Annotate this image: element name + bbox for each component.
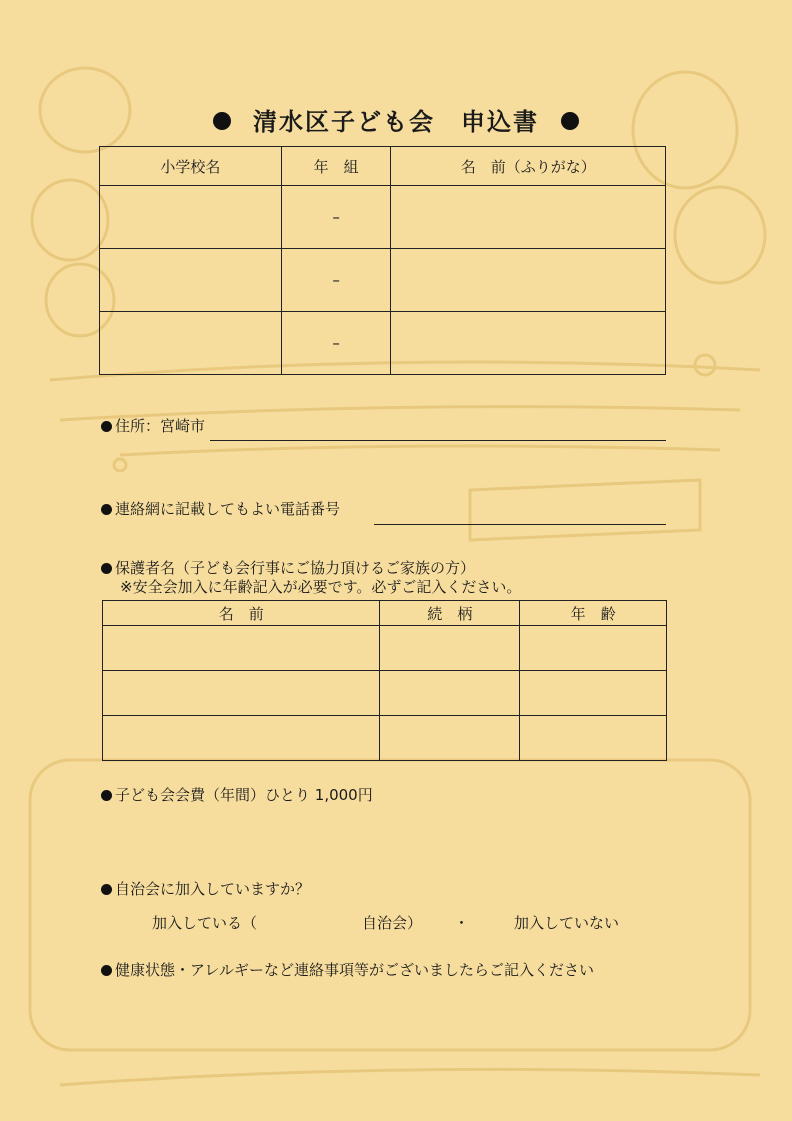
class-field[interactable]: – [281, 312, 391, 375]
association-question-text: 自治会に加入していますか？ [115, 880, 311, 898]
phone-field[interactable] [374, 524, 666, 525]
header-relationship: 続 柄 [380, 601, 520, 626]
age-field[interactable] [520, 626, 667, 671]
header-name: 名 前（ふりがな） [391, 147, 666, 186]
relationship-field[interactable] [380, 626, 520, 671]
association-question [101, 878, 310, 899]
page-title [0, 102, 792, 137]
fee-text-value: 子ども会会費（年間）ひとり 1,000円 [115, 786, 373, 804]
health-note-text: 健康状態・アレルギーなど連絡事項等がございましたらご記入ください [115, 961, 595, 979]
table-row [100, 186, 666, 249]
header-age: 年 齢 [520, 601, 667, 626]
guardian-label-text: 保護者名（子ども会行事にご協力頂けるご家族の方） [115, 559, 476, 577]
bullet-icon [101, 563, 112, 574]
name-field[interactable] [391, 312, 666, 375]
header-class: 年 組 [281, 147, 391, 186]
guardian-name-field[interactable] [103, 671, 380, 716]
association-yes-option[interactable]: 加入している（ [152, 914, 258, 932]
header-school: 小学校名 [100, 147, 282, 186]
table-row [100, 312, 666, 375]
phone-label-text: 連絡網に記載してもよい電話番号 [115, 500, 341, 518]
bullet-icon [101, 504, 112, 515]
address-label [101, 415, 205, 436]
guardian-name-field[interactable] [103, 716, 380, 761]
school-field[interactable] [100, 186, 282, 249]
decor-banner [470, 480, 700, 540]
title-text: 清水区子ども会 申込書 [253, 108, 539, 136]
relationship-field[interactable] [380, 716, 520, 761]
age-field[interactable] [520, 716, 667, 761]
school-field[interactable] [100, 249, 282, 312]
guardian-name-field[interactable] [103, 626, 380, 671]
decor-line-3 [120, 446, 720, 455]
bullet-icon [101, 884, 112, 895]
title-bullet-right [561, 112, 579, 130]
school-field[interactable] [100, 312, 282, 375]
table-row [103, 716, 667, 761]
table-row [100, 249, 666, 312]
class-field[interactable]: – [281, 249, 391, 312]
association-yes-suffix: 自治会） [362, 914, 423, 932]
class-field[interactable]: – [281, 186, 391, 249]
name-field[interactable] [391, 249, 666, 312]
decor-flower [695, 355, 715, 375]
health-note [101, 959, 594, 980]
title-bullet-left [213, 112, 231, 130]
bullet-icon [101, 965, 112, 976]
children-table [99, 146, 666, 375]
association-no-option[interactable]: 加入していない [514, 914, 620, 932]
decor-face-right-2 [675, 187, 765, 283]
decor-line-4 [60, 1069, 760, 1085]
phone-label [101, 498, 340, 519]
decor-star [114, 459, 126, 471]
guardian-note: ※安全会加入に年齢記入が必要です。必ずご記入ください。 [120, 578, 522, 596]
relationship-field[interactable] [380, 671, 520, 716]
bullet-icon [101, 790, 112, 801]
decor-face-left-2 [32, 180, 108, 260]
guardian-table-header [103, 601, 667, 626]
age-field[interactable] [520, 671, 667, 716]
table-row [103, 626, 667, 671]
address-field[interactable] [210, 440, 666, 441]
fee-text [101, 784, 373, 805]
table-row [103, 671, 667, 716]
header-guardian-name: 名 前 [103, 601, 380, 626]
name-field[interactable] [391, 186, 666, 249]
guardian-label [101, 557, 475, 578]
children-table-header [100, 147, 666, 186]
bullet-icon [101, 421, 112, 432]
address-label-text: 住所：宮崎市 [115, 417, 206, 435]
option-separator: ・ [454, 914, 470, 932]
guardian-table [102, 600, 667, 761]
